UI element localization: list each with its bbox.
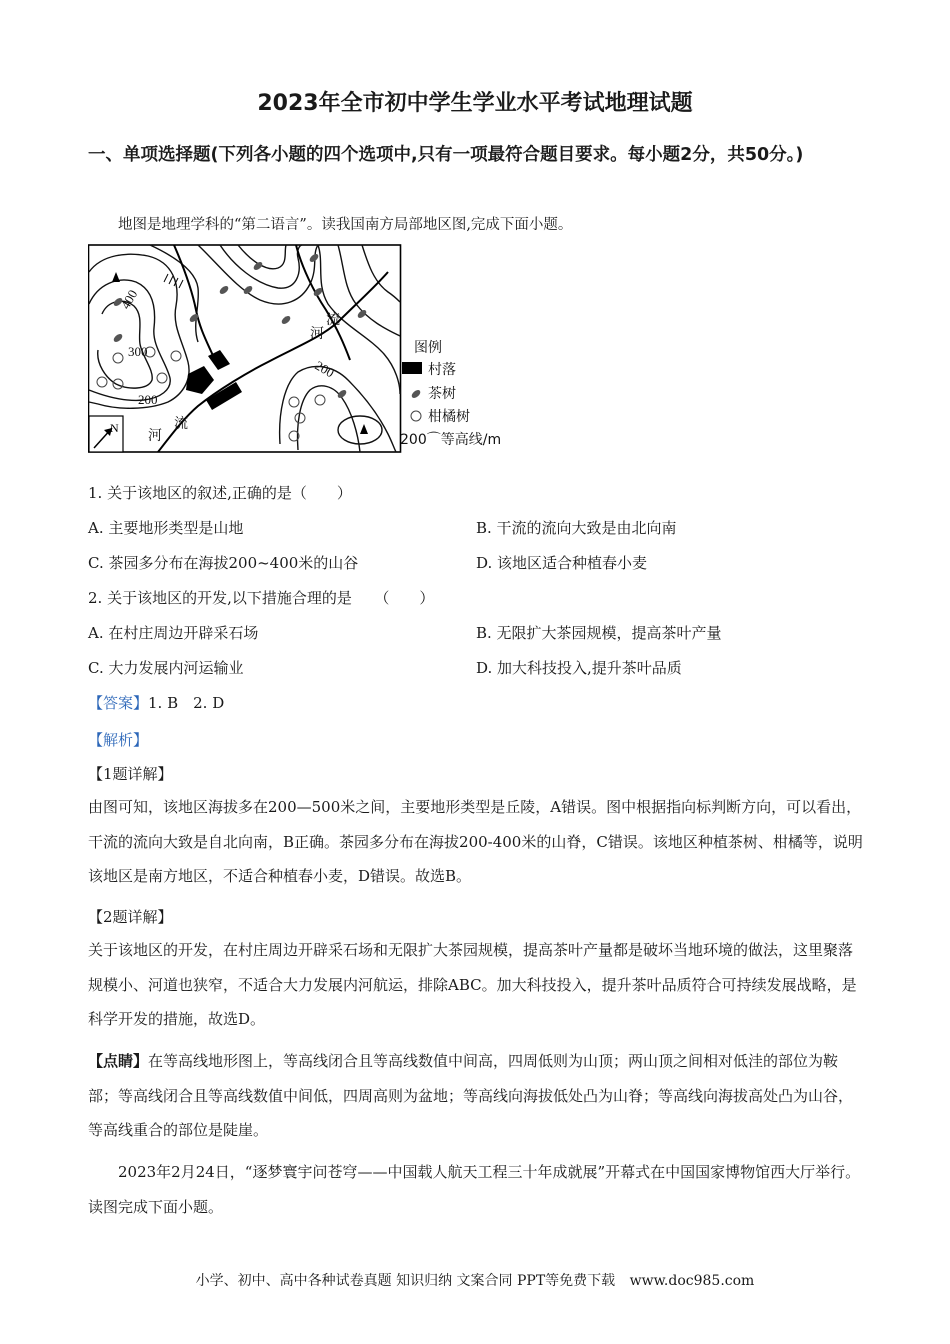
detail-1-text: 由图可知，该地区海拔多在200—500米之间，主要地形类型是丘陵，A错误。图中根据指向标判断方向，可以看出，干流的流向大致是自北向南，B正确。茶园多分布在海拔200-400米的山脊，C错误。该地区种植茶树、柑橘等，说明该地区是南方地区，不适合种植春小麦，D错误。故选B。 — [88, 798, 863, 885]
question-1-stem: 1. 关于该地区的叙述,正确的是（ ） — [88, 484, 352, 502]
question-2-stem: 2. 关于该地区的开发,以下措施合理的是 （ ） — [88, 589, 435, 607]
q2-option-a: A. 在村庄周边开辟采石场 — [88, 624, 259, 642]
legend-village-swatch — [402, 362, 422, 374]
tip-paragraph — [88, 1044, 864, 1148]
analysis-label: 【解析】 — [88, 731, 149, 749]
contour-label-300: 300 — [128, 344, 148, 359]
answer-text: 1. B 2. D — [148, 694, 225, 712]
legend-title: 图例 — [414, 340, 442, 356]
section-heading: 一、单项选择题(下列各小题的四个选项中,只有一项最符合题目要求。每小题2分，共50分。) — [88, 145, 804, 165]
page-title: 2023年全市初中学生学业水平考试地理试题 — [257, 91, 693, 116]
detail-2-text: 关于该地区的开发，在村庄周边开辟采石场和无限扩大茶园规模，提高茶叶产量都是破坏当地环境的做法，这里聚落规模小、河道也狭窄，不适合大力发展内河航运，排除ABC。加大科技投入，提升茶叶品质符合可持续发展战略，是科学开发的措施，故选D。 — [88, 941, 857, 1028]
question-intro: 地图是地理学科的“第二语言”。读我国南方局部地区图,完成下面小题。 — [118, 217, 573, 233]
detail-1-label: 【1题详解】 — [88, 765, 173, 783]
q2-option-c: C. 大力发展内河运输业 — [88, 659, 244, 677]
river-char-1: 河 — [310, 326, 324, 342]
river-char-2: 流 — [326, 312, 340, 328]
tip-text: 在等高线地形图上，等高线闭合且等高线数值中间高，四周低则为山顶；两山顶之间相对低洼的部位为鞍部；等高线闭合且等高线数值中间低，四周高则为盆地；等高线向海拔低处凸为山脊；等高线向海拔高处凸为山谷，等高线重合的部位是陡崖。 — [88, 1052, 854, 1139]
contour-map-figure — [88, 244, 520, 454]
q1-option-a: A. 主要地形类型是山地 — [88, 519, 244, 537]
answer-line — [88, 692, 224, 713]
contour-label-200-right: 200 — [312, 357, 337, 381]
q1-option-b: B. 干流的流向大致是由北向南 — [476, 519, 677, 537]
river-char-4: 河 — [148, 428, 162, 444]
q2-option-b: B. 无限扩大茶园规模，提高茶叶产量 — [476, 624, 722, 642]
footer-text: 小学、初中、高中各种试卷真题 知识归纳 文案合同 PPT等免费下载 — [195, 1273, 616, 1289]
answer-label: 【答案】 — [88, 694, 149, 712]
legend-citrus: 柑橘树 — [428, 409, 470, 425]
legend-village: 村落 — [428, 362, 456, 378]
north-label: N — [110, 421, 119, 435]
q2-option-d: D. 加大科技投入,提升茶叶品质 — [476, 659, 682, 677]
footer-url[interactable]: www.doc985.com — [629, 1273, 755, 1289]
tip-label: 【点睛】 — [88, 1052, 149, 1070]
river-char-3: 流 — [174, 416, 188, 432]
legend-citrus-icon — [411, 411, 421, 421]
question-intro-2: 2023年2月24日，“逐梦寰宇问苍穹——中国载人航天工程三十年成就展”开幕式在中国国家博物馆西大厅举行。读图完成下面小题。 — [88, 1163, 861, 1216]
legend-tea: 茶树 — [428, 386, 456, 402]
contour-label-400: 400 — [117, 287, 141, 312]
legend-contour: 200⌒等高线/m — [400, 432, 502, 448]
contour-label-200-left: 200 — [138, 392, 158, 407]
q1-option-c: C. 茶园多分布在海拔200~400米的山谷 — [88, 554, 359, 572]
legend-tea-icon — [410, 388, 422, 399]
detail-2-label: 【2题详解】 — [88, 908, 173, 926]
q1-option-d: D. 该地区适合种植春小麦 — [476, 554, 648, 572]
page-footer — [0, 1270, 950, 1290]
